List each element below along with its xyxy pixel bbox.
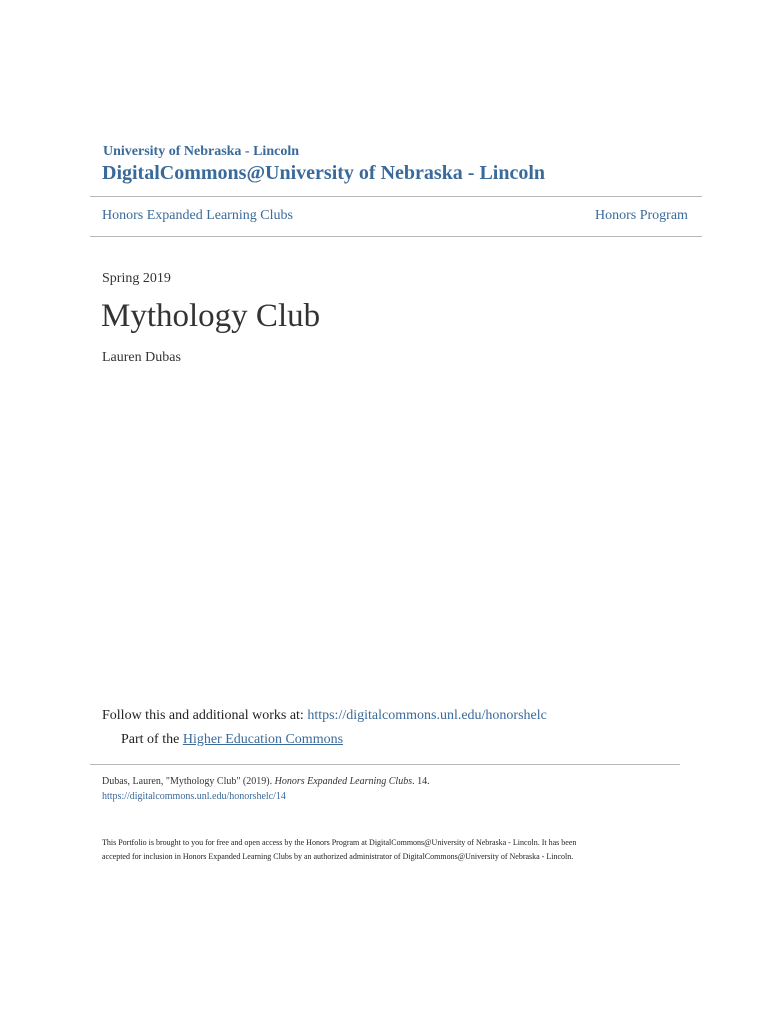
follow-label: Follow this and additional works at: [102, 708, 308, 723]
follow-url-link[interactable]: https://digitalcommons.unl.edu/honorshelc [307, 708, 547, 723]
part-of-label: Part of the [121, 732, 183, 747]
access-notice-line-1: This Portfolio is brought to you for free and open access by the Honors Program at DigitalCommons@University of Nebraska - Lincoln. It has been [102, 838, 577, 847]
citation-author: Dubas, Lauren, "Mythology Club" (2019). [102, 776, 275, 787]
repository-name: DigitalCommons@University of Nebraska - Lincoln [102, 162, 546, 184]
follow-line [102, 708, 547, 724]
document-title: Mythology Club [101, 298, 321, 334]
institution-name: University of Nebraska - Lincoln [103, 144, 299, 159]
collection-link[interactable]: Honors Expanded Learning Clubs [102, 208, 293, 223]
collections-divider [90, 236, 702, 237]
citation-divider [90, 764, 680, 765]
citation-url-link[interactable]: https://digitalcommons.unl.edu/honorshelc/14 [102, 791, 286, 802]
part-of-line [121, 732, 343, 748]
citation-series: Honors Expanded Learning Clubs [274, 776, 413, 787]
citation-text [102, 776, 430, 787]
commons-link[interactable]: Higher Education Commons [182, 732, 344, 747]
access-notice-line-2: accepted for inclusion in Honors Expanded Learning Clubs by an authorized administrator of DigitalCommons@University of Nebraska - Lincoln. [102, 852, 574, 861]
publication-date: Spring 2019 [102, 271, 171, 286]
author-name: Lauren Dubas [102, 350, 181, 365]
program-link[interactable]: Honors Program [595, 208, 688, 223]
header-divider [90, 196, 702, 197]
citation-number: . 14. [412, 776, 430, 787]
